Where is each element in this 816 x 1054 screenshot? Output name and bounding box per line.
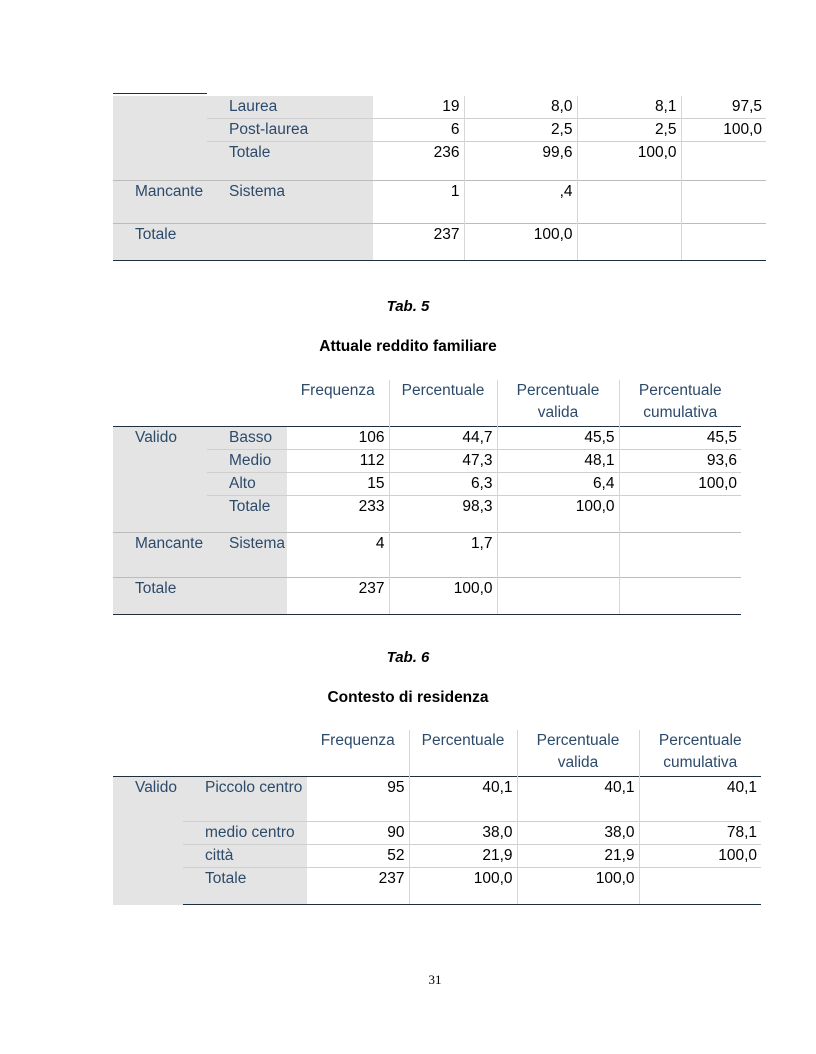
group-cell: Valido bbox=[113, 427, 207, 533]
group-cell: Mancante bbox=[113, 181, 207, 224]
pct-cell: 100,0 bbox=[389, 578, 497, 615]
freq-cell: 6 bbox=[373, 119, 464, 142]
tab6-number: Tab. 6 bbox=[386, 649, 430, 666]
category-cell: Laurea bbox=[207, 96, 373, 119]
table-row bbox=[113, 427, 741, 450]
freq-cell: 90 bbox=[307, 822, 409, 845]
group-cell bbox=[113, 96, 207, 181]
table-row bbox=[113, 473, 741, 496]
valid-cell: 40,1 bbox=[517, 777, 639, 822]
valid-cell: 8,1 bbox=[577, 96, 681, 119]
valid-cell: 45,5 bbox=[497, 427, 619, 450]
cum-cell: 100,0 bbox=[619, 473, 741, 496]
valid-cell: 100,0 bbox=[497, 496, 619, 533]
pct-cell: 2,5 bbox=[464, 119, 577, 142]
tab5-table bbox=[113, 380, 741, 615]
header-cell: Percentuale valida bbox=[497, 380, 619, 427]
freq-cell: 95 bbox=[307, 777, 409, 822]
category-cell: Alto bbox=[207, 473, 287, 496]
top-table bbox=[113, 96, 766, 261]
header-cell: Frequenza bbox=[287, 380, 389, 427]
cum-cell: 100,0 bbox=[681, 119, 766, 142]
table-row bbox=[113, 578, 741, 615]
table-row bbox=[113, 142, 766, 181]
valid-cell: 100,0 bbox=[577, 142, 681, 181]
category-cell: Totale bbox=[207, 496, 287, 533]
cum-cell bbox=[619, 496, 741, 533]
category-cell: Basso bbox=[207, 427, 287, 450]
table-row bbox=[113, 777, 761, 822]
category-cell: Piccolo centro bbox=[183, 777, 307, 822]
table-row bbox=[113, 181, 766, 224]
category-cell: Post-laurea bbox=[207, 119, 373, 142]
table-row bbox=[113, 533, 741, 578]
pct-cell: 99,6 bbox=[464, 142, 577, 181]
pct-cell: 100,0 bbox=[409, 868, 517, 905]
category-cell: Medio bbox=[207, 450, 287, 473]
category-cell: medio centro bbox=[183, 822, 307, 845]
header-cell: Percentuale bbox=[409, 730, 517, 777]
cum-cell bbox=[639, 868, 761, 905]
valid-cell: 21,9 bbox=[517, 845, 639, 868]
pct-cell: 47,3 bbox=[389, 450, 497, 473]
freq-cell: 112 bbox=[287, 450, 389, 473]
freq-cell: 4 bbox=[287, 533, 389, 578]
pct-cell: 6,3 bbox=[389, 473, 497, 496]
header-cell: Percentuale cumulativa bbox=[639, 730, 761, 777]
page-number: 31 bbox=[428, 972, 442, 987]
pct-cell: 44,7 bbox=[389, 427, 497, 450]
cum-cell: 100,0 bbox=[639, 845, 761, 868]
group-cell: Mancante bbox=[113, 533, 207, 578]
header-cell: Percentuale bbox=[389, 380, 497, 427]
pct-cell: ,4 bbox=[464, 181, 577, 224]
cum-cell: 45,5 bbox=[619, 427, 741, 450]
table-row bbox=[113, 822, 761, 845]
total-label: Totale bbox=[113, 578, 207, 615]
freq-cell: 233 bbox=[287, 496, 389, 533]
pct-cell: 21,9 bbox=[409, 845, 517, 868]
freq-cell: 237 bbox=[307, 868, 409, 905]
freq-cell: 106 bbox=[287, 427, 389, 450]
table-row bbox=[113, 845, 761, 868]
category-cell: Sistema bbox=[207, 533, 287, 578]
group-cell: Valido bbox=[113, 777, 183, 905]
freq-cell: 15 bbox=[287, 473, 389, 496]
category-cell: Sistema bbox=[207, 181, 373, 224]
category-cell: Totale bbox=[183, 868, 307, 905]
freq-cell: 237 bbox=[287, 578, 389, 615]
pct-cell: 1,7 bbox=[389, 533, 497, 578]
header-cell: Percentuale cumulativa bbox=[619, 380, 741, 427]
top-table-rule bbox=[113, 93, 207, 94]
pct-cell: 98,3 bbox=[389, 496, 497, 533]
table-row bbox=[113, 868, 761, 905]
table-header bbox=[113, 730, 761, 777]
freq-cell: 52 bbox=[307, 845, 409, 868]
valid-cell: 2,5 bbox=[577, 119, 681, 142]
tab6-title: Contesto di residenza bbox=[327, 689, 489, 706]
valid-cell: 100,0 bbox=[517, 868, 639, 905]
table-row bbox=[113, 496, 741, 533]
freq-cell: 236 bbox=[373, 142, 464, 181]
valid-cell: 48,1 bbox=[497, 450, 619, 473]
valid-cell: 38,0 bbox=[517, 822, 639, 845]
header-cell: Percentuale valida bbox=[517, 730, 639, 777]
pct-cell: 100,0 bbox=[464, 224, 577, 261]
pct-cell: 38,0 bbox=[409, 822, 517, 845]
pct-cell: 40,1 bbox=[409, 777, 517, 822]
category-cell: città bbox=[183, 845, 307, 868]
valid-cell: 6,4 bbox=[497, 473, 619, 496]
freq-cell: 19 bbox=[373, 96, 464, 119]
pct-cell: 8,0 bbox=[464, 96, 577, 119]
header-cell: Frequenza bbox=[307, 730, 409, 777]
tab6-table bbox=[113, 730, 761, 905]
cum-cell bbox=[681, 142, 766, 181]
freq-cell: 237 bbox=[373, 224, 464, 261]
freq-cell: 1 bbox=[373, 181, 464, 224]
table-header bbox=[113, 380, 741, 427]
total-label: Totale bbox=[113, 224, 207, 261]
cum-cell: 40,1 bbox=[639, 777, 761, 822]
table-row bbox=[113, 96, 766, 119]
table-row bbox=[113, 224, 766, 261]
cum-cell: 78,1 bbox=[639, 822, 761, 845]
category-cell: Totale bbox=[207, 142, 373, 181]
cum-cell: 93,6 bbox=[619, 450, 741, 473]
table-row bbox=[113, 450, 741, 473]
cum-cell: 97,5 bbox=[681, 96, 766, 119]
tab5-title: Attuale reddito familiare bbox=[319, 338, 497, 355]
table-row bbox=[113, 119, 766, 142]
tab5-number: Tab. 5 bbox=[386, 298, 430, 315]
